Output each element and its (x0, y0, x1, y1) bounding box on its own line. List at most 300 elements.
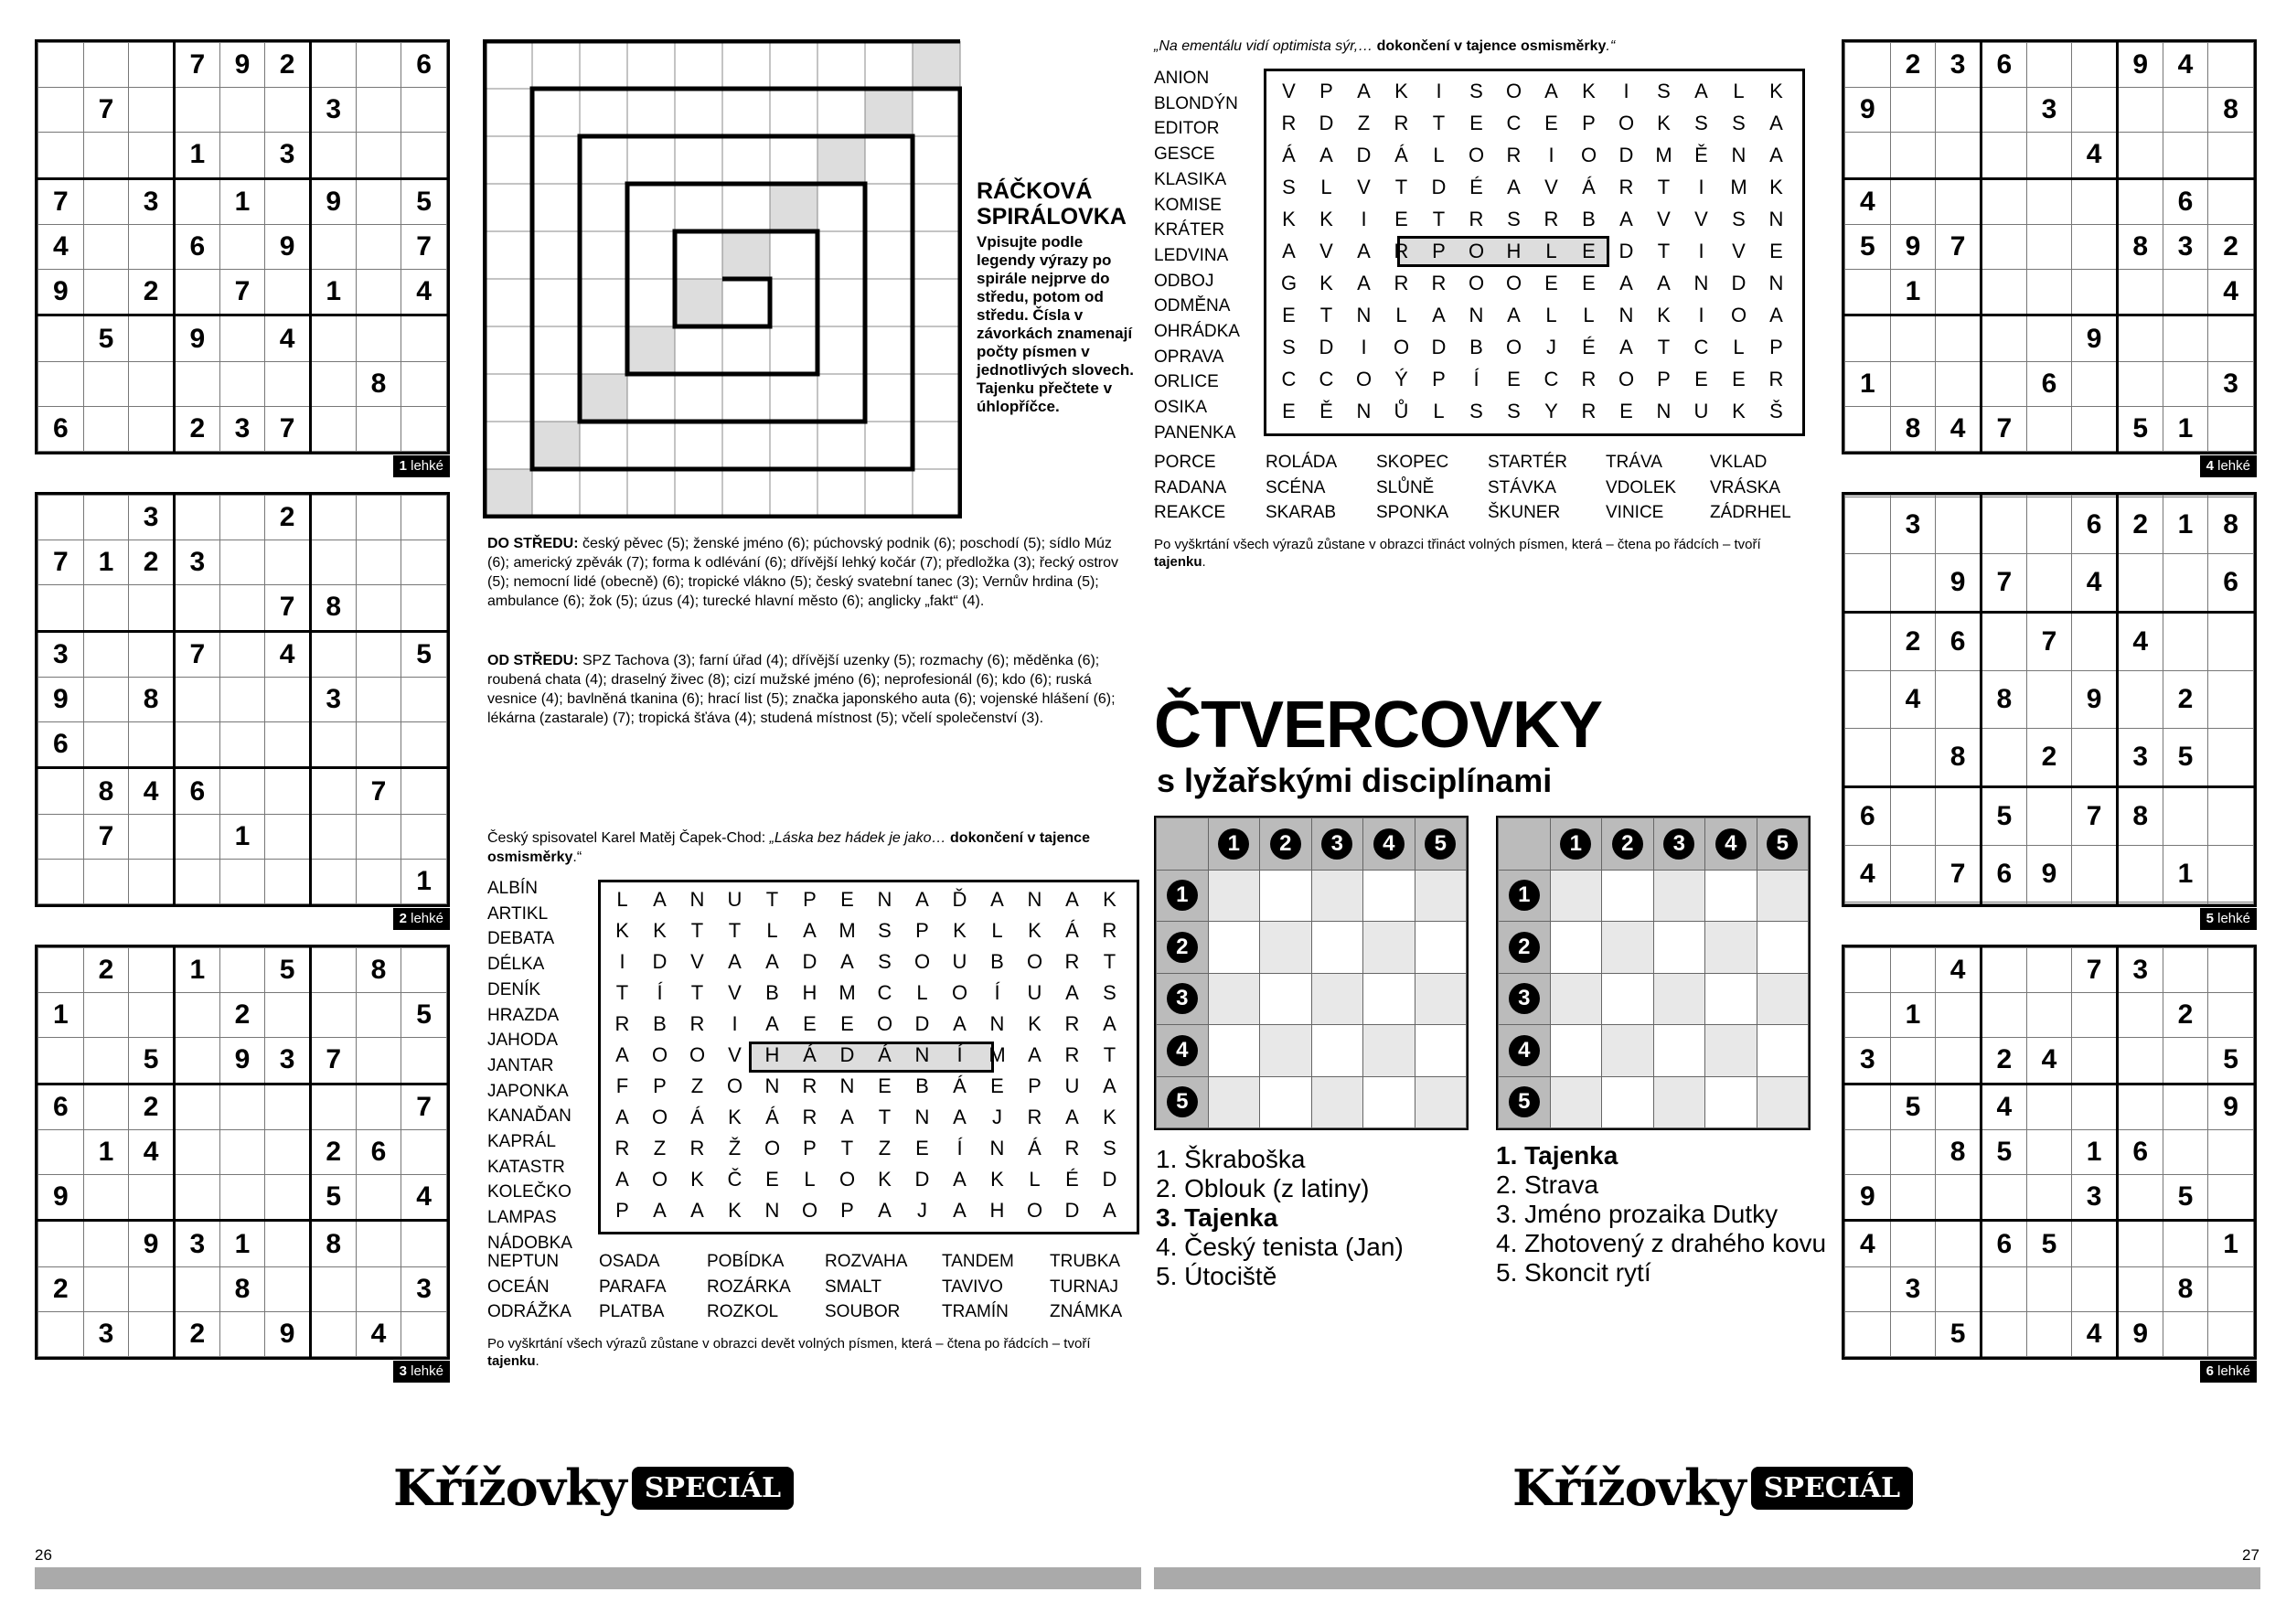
answer-cell[interactable] (1363, 922, 1415, 974)
sudoku-cell[interactable] (1845, 497, 1891, 553)
letter-cell[interactable]: E (1282, 400, 1296, 422)
sudoku-cell[interactable] (1845, 903, 1891, 904)
answer-cell[interactable] (1705, 870, 1757, 922)
answer-cell[interactable] (1363, 1076, 1415, 1128)
sudoku-cell[interactable] (265, 540, 311, 585)
answer-cell[interactable] (1260, 1076, 1312, 1128)
answer-cell[interactable] (1260, 973, 1312, 1025)
sudoku-cell[interactable] (1845, 948, 1891, 993)
sudoku-cell[interactable] (310, 496, 356, 540)
sudoku-cell[interactable] (2117, 1174, 2163, 1220)
letter-cell[interactable]: S (878, 950, 892, 973)
letter-cell[interactable]: I (1361, 336, 1367, 358)
sudoku-cell[interactable] (265, 178, 311, 224)
letter-cell[interactable]: T (690, 919, 704, 942)
sudoku-cell[interactable] (356, 43, 401, 88)
letter-cell[interactable]: A (953, 1168, 967, 1191)
sudoku-cell[interactable] (129, 1266, 175, 1311)
answer-cell[interactable] (1208, 1025, 1260, 1077)
letter-cell[interactable]: K (690, 1168, 704, 1191)
letter-cell[interactable]: A (1065, 981, 1079, 1004)
sudoku-cell[interactable] (219, 677, 265, 721)
sudoku-cell[interactable] (2163, 133, 2208, 178)
sudoku-cell[interactable] (129, 948, 175, 993)
letter-cell[interactable]: T (1319, 304, 1333, 326)
sudoku-cell[interactable] (38, 768, 84, 814)
sudoku-cell[interactable] (1936, 1174, 1982, 1220)
sudoku-cell[interactable] (1890, 361, 1936, 406)
sudoku-cell[interactable] (1845, 43, 1891, 88)
sudoku-cell[interactable] (2026, 178, 2072, 224)
sudoku-cell[interactable] (1845, 315, 1891, 361)
letter-cell[interactable]: D (1319, 336, 1334, 358)
answer-cell[interactable] (1757, 1076, 1809, 1128)
sudoku-cell[interactable] (219, 1129, 265, 1174)
letter-cell[interactable]: O (689, 1043, 706, 1066)
letter-cell[interactable]: B (915, 1074, 929, 1097)
sudoku-cell[interactable] (401, 585, 447, 631)
sudoku-cell[interactable] (1981, 1266, 2026, 1311)
sudoku-cell[interactable] (401, 540, 447, 585)
sudoku-cell[interactable] (174, 814, 219, 859)
letter-cell[interactable]: A (1103, 1012, 1116, 1035)
letter-cell[interactable]: O (1393, 336, 1410, 358)
answer-cell[interactable] (1311, 1025, 1363, 1077)
letter-cell[interactable]: T (1103, 1043, 1116, 1066)
letter-cell[interactable]: A (1544, 80, 1558, 102)
letter-cell[interactable]: L (616, 888, 628, 911)
sudoku-cell[interactable] (129, 43, 175, 88)
sudoku-cell[interactable] (1890, 1038, 1936, 1084)
sudoku-cell[interactable] (2072, 993, 2118, 1038)
sudoku-cell[interactable] (174, 88, 219, 133)
sudoku-cell[interactable] (2072, 1038, 2118, 1084)
letter-cell[interactable]: N (914, 1106, 930, 1128)
sudoku-cell[interactable] (310, 1084, 356, 1129)
answer-cell[interactable] (1602, 922, 1654, 974)
sudoku-cell[interactable] (83, 1221, 129, 1266)
sudoku-4[interactable] (1842, 39, 2257, 474)
answer-cell[interactable] (1363, 973, 1415, 1025)
letter-cell[interactable]: O (913, 950, 931, 973)
letter-cell[interactable]: Í (657, 981, 663, 1004)
letter-cell[interactable]: N (764, 1074, 780, 1097)
sudoku-cell[interactable] (356, 88, 401, 133)
letter-cell[interactable]: K (1732, 400, 1746, 422)
sudoku-cell[interactable] (1845, 1129, 1891, 1174)
sudoku-cell[interactable] (356, 859, 401, 903)
sudoku-cell[interactable] (2208, 845, 2254, 902)
sudoku-cell[interactable] (310, 993, 356, 1038)
sudoku-cell[interactable] (1845, 1084, 1891, 1129)
letter-cell[interactable]: R (1469, 208, 1484, 230)
letter-cell[interactable]: N (877, 888, 892, 911)
letter-cell[interactable]: Č (727, 1168, 742, 1191)
letter-cell[interactable]: C (1544, 368, 1559, 390)
sudoku-cell[interactable] (2026, 1084, 2072, 1129)
sudoku-cell[interactable] (2163, 269, 2208, 315)
sudoku-cell[interactable] (174, 1266, 219, 1311)
sudoku-cell[interactable] (356, 993, 401, 1038)
sudoku-cell[interactable] (38, 585, 84, 631)
sudoku-cell[interactable] (83, 677, 129, 721)
sudoku-cell[interactable] (1936, 1221, 1982, 1266)
letter-cell[interactable]: A (1432, 304, 1446, 326)
letter-cell[interactable]: O (1026, 950, 1043, 973)
letter-cell[interactable]: R (1064, 1012, 1080, 1035)
answer-cell[interactable] (1653, 973, 1705, 1025)
letter-cell[interactable]: Ě (1694, 144, 1708, 166)
sudoku-cell[interactable] (2208, 1266, 2254, 1311)
letter-cell[interactable]: O (1468, 272, 1485, 294)
letter-cell[interactable]: Z (878, 1137, 892, 1159)
letter-cell[interactable]: I (1436, 80, 1442, 102)
letter-cell[interactable]: A (1357, 240, 1371, 262)
answer-cell[interactable] (1653, 1076, 1705, 1128)
sudoku-cell[interactable] (219, 948, 265, 993)
sudoku-cell[interactable] (1936, 269, 1982, 315)
letter-cell[interactable]: A (953, 1012, 967, 1035)
letter-cell[interactable]: I (619, 950, 625, 973)
letter-cell[interactable]: P (840, 1199, 854, 1222)
sudoku-cell[interactable] (2117, 903, 2163, 904)
letter-cell[interactable]: U (952, 950, 967, 973)
letter-cell[interactable]: T (1657, 336, 1671, 358)
letter-cell[interactable]: A (803, 919, 817, 942)
letter-cell[interactable]: V (1357, 176, 1371, 198)
sudoku-cell[interactable] (2072, 88, 2118, 133)
sudoku-cell[interactable] (1981, 315, 2026, 361)
sudoku-cell[interactable] (310, 859, 356, 903)
letter-cell[interactable]: R (1064, 1137, 1080, 1159)
sudoku-cell[interactable] (2026, 406, 2072, 451)
letter-cell[interactable]: R (1768, 368, 1784, 390)
letter-cell[interactable]: K (1103, 888, 1116, 911)
letter-cell[interactable]: R (1064, 1043, 1080, 1066)
sudoku-cell[interactable] (310, 1266, 356, 1311)
sudoku-cell[interactable] (2117, 88, 2163, 133)
sudoku-cell[interactable] (83, 1084, 129, 1129)
letter-cell[interactable]: A (615, 1106, 629, 1128)
sudoku-cell[interactable] (1936, 1084, 1982, 1129)
sudoku-cell[interactable] (219, 496, 265, 540)
letter-cell[interactable]: J (992, 1106, 1002, 1128)
sudoku-cell[interactable] (1890, 903, 1936, 904)
letter-cell[interactable]: Í (956, 1043, 963, 1066)
sudoku-cell[interactable] (265, 1084, 311, 1129)
letter-cell[interactable]: Í (956, 1137, 963, 1159)
letter-cell[interactable]: O (764, 1137, 781, 1159)
sudoku-6[interactable] (1842, 945, 2257, 1379)
sudoku-cell[interactable] (2163, 1038, 2208, 1084)
letter-cell[interactable]: L (1320, 176, 1332, 198)
sudoku-cell[interactable] (310, 133, 356, 178)
answer-cell[interactable] (1311, 870, 1363, 922)
letter-cell[interactable]: R (1431, 272, 1447, 294)
sudoku-cell[interactable] (83, 133, 129, 178)
letter-cell[interactable]: I (1698, 176, 1704, 198)
sudoku-cell[interactable] (174, 859, 219, 903)
sudoku-cell[interactable] (219, 315, 265, 361)
answer-cell[interactable] (1602, 1025, 1654, 1077)
letter-cell[interactable]: S (1469, 80, 1483, 102)
sudoku-cell[interactable] (356, 721, 401, 767)
letter-cell[interactable]: O (1730, 304, 1747, 326)
sudoku-cell[interactable] (265, 859, 311, 903)
letter-cell[interactable]: K (1319, 208, 1333, 230)
letter-cell[interactable]: R (1394, 272, 1409, 294)
letter-cell[interactable]: E (840, 888, 854, 911)
letter-cell[interactable]: B (765, 981, 779, 1004)
letter-cell[interactable]: V (1544, 176, 1558, 198)
sudoku-cell[interactable] (401, 1221, 447, 1266)
letter-cell[interactable]: A (765, 1012, 779, 1035)
letter-cell[interactable]: D (1431, 336, 1447, 358)
letter-cell[interactable]: T (878, 1106, 892, 1128)
answer-cell[interactable] (1705, 1076, 1757, 1128)
letter-cell[interactable]: L (766, 919, 778, 942)
letter-cell[interactable]: M (839, 981, 856, 1004)
sudoku-cell[interactable] (2026, 671, 2072, 728)
answer-cell[interactable] (1311, 973, 1363, 1025)
sudoku-cell[interactable] (83, 993, 129, 1038)
answer-cell[interactable] (1653, 922, 1705, 974)
letter-cell[interactable]: T (690, 981, 704, 1004)
sudoku-cell[interactable] (2208, 178, 2254, 224)
letter-cell[interactable]: K (615, 919, 629, 942)
letter-cell[interactable]: S (1103, 1137, 1116, 1159)
answer-cell[interactable] (1260, 1025, 1312, 1077)
sudoku-cell[interactable] (1981, 133, 2026, 178)
sudoku-cell[interactable] (2026, 43, 2072, 88)
sudoku-cell[interactable] (2163, 903, 2208, 904)
sudoku-cell[interactable] (219, 133, 265, 178)
letter-cell[interactable]: A (990, 888, 1004, 911)
sudoku-cell[interactable] (2072, 224, 2118, 269)
letter-cell[interactable]: B (1582, 208, 1596, 230)
letter-cell[interactable]: N (989, 1137, 1005, 1159)
sudoku-cell[interactable] (310, 43, 356, 88)
sudoku-cell[interactable] (2208, 786, 2254, 845)
sudoku-cell[interactable] (401, 133, 447, 178)
letter-cell[interactable]: A (1507, 304, 1521, 326)
sudoku-cell[interactable] (129, 133, 175, 178)
letter-cell[interactable]: A (653, 888, 667, 911)
sudoku-cell[interactable] (2208, 728, 2254, 786)
letter-cell[interactable]: A (1028, 1043, 1042, 1066)
sudoku-cell[interactable] (1981, 88, 2026, 133)
letter-cell[interactable]: O (1026, 1199, 1043, 1222)
answer-cell[interactable] (1363, 870, 1415, 922)
sudoku-cell[interactable] (1890, 1221, 1936, 1266)
sudoku-cell[interactable] (1936, 1266, 1982, 1311)
letter-cell[interactable]: K (1394, 80, 1408, 102)
letter-cell[interactable]: K (1028, 919, 1042, 942)
sudoku-cell[interactable] (2026, 948, 2072, 993)
sudoku-cell[interactable] (2117, 361, 2163, 406)
sudoku-cell[interactable] (356, 677, 401, 721)
sudoku-cell[interactable] (1890, 554, 1936, 613)
sudoku-cell[interactable] (356, 814, 401, 859)
letter-cell[interactable]: A (1694, 80, 1708, 102)
letter-cell[interactable]: B (653, 1012, 667, 1035)
letter-cell[interactable]: N (989, 1012, 1005, 1035)
letter-cell[interactable]: A (1357, 80, 1371, 102)
sudoku-cell[interactable] (38, 88, 84, 133)
letter-cell[interactable]: K (1028, 1012, 1042, 1035)
letter-cell[interactable]: Ů (1394, 400, 1409, 422)
sudoku-cell[interactable] (83, 859, 129, 903)
sudoku-cell[interactable] (2072, 903, 2118, 904)
sudoku-cell[interactable] (129, 361, 175, 406)
letter-cell[interactable]: O (801, 1199, 818, 1222)
letter-cell[interactable]: T (1657, 240, 1671, 262)
letter-cell[interactable]: Y (1544, 400, 1558, 422)
letter-cell[interactable]: Z (690, 1074, 704, 1097)
letter-cell[interactable]: Z (653, 1137, 667, 1159)
sudoku-cell[interactable] (129, 585, 175, 631)
answer-cell[interactable] (1311, 922, 1363, 974)
sudoku-2[interactable] (35, 492, 450, 926)
sudoku-cell[interactable] (1981, 1174, 2026, 1220)
sudoku-cell[interactable] (1890, 133, 1936, 178)
sudoku-cell[interactable] (83, 1174, 129, 1220)
letter-cell[interactable]: P (615, 1199, 629, 1222)
letter-cell[interactable]: A (1769, 144, 1783, 166)
sudoku-cell[interactable] (2026, 224, 2072, 269)
letter-cell[interactable]: Á (1282, 144, 1296, 166)
sudoku-cell[interactable] (1890, 845, 1936, 902)
letter-cell[interactable]: M (839, 919, 856, 942)
sudoku-cell[interactable] (219, 361, 265, 406)
answer-cell[interactable] (1550, 1076, 1602, 1128)
sudoku-cell[interactable] (2163, 1311, 2208, 1356)
sudoku-cell[interactable] (356, 540, 401, 585)
letter-cell[interactable]: M (1655, 144, 1672, 166)
letter-cell[interactable]: E (1544, 272, 1558, 294)
letter-cell[interactable]: U (1027, 981, 1042, 1004)
sudoku-cell[interactable] (174, 993, 219, 1038)
sudoku-cell[interactable] (356, 269, 401, 315)
sudoku-cell[interactable] (356, 406, 401, 451)
sudoku-cell[interactable] (174, 361, 219, 406)
answer-cell[interactable] (1550, 973, 1602, 1025)
letter-cell[interactable]: M (988, 1043, 1006, 1066)
sudoku-cell[interactable] (310, 361, 356, 406)
sudoku-cell[interactable] (2026, 133, 2072, 178)
sudoku-cell[interactable] (356, 178, 401, 224)
answer-cell[interactable] (1415, 973, 1467, 1025)
letter-cell[interactable]: T (1432, 112, 1446, 134)
sudoku-cell[interactable] (265, 814, 311, 859)
answer-cell[interactable] (1208, 1076, 1260, 1128)
letter-cell[interactable]: D (914, 1168, 930, 1191)
sudoku-cell[interactable] (265, 1129, 311, 1174)
letter-cell[interactable]: B (1469, 336, 1483, 358)
letter-cell[interactable]: O (651, 1168, 668, 1191)
sudoku-cell[interactable] (83, 406, 129, 451)
sudoku-cell[interactable] (1890, 1129, 1936, 1174)
letter-cell[interactable]: U (1064, 1074, 1080, 1097)
letter-cell[interactable]: N (1731, 144, 1747, 166)
letter-cell[interactable]: A (1769, 112, 1783, 134)
letter-cell[interactable]: S (1732, 208, 1746, 230)
letter-cell[interactable]: O (1468, 144, 1485, 166)
sudoku-cell[interactable] (2163, 315, 2208, 361)
letter-cell[interactable]: K (1103, 1106, 1116, 1128)
sudoku-cell[interactable] (1981, 993, 2026, 1038)
letter-cell[interactable]: I (1361, 208, 1367, 230)
letter-cell[interactable]: O (651, 1043, 668, 1066)
sudoku-cell[interactable] (2163, 361, 2208, 406)
sudoku-cell[interactable] (174, 1174, 219, 1220)
letter-cell[interactable]: N (1618, 304, 1634, 326)
sudoku-cell[interactable] (356, 1084, 401, 1129)
sudoku-cell[interactable] (1845, 269, 1891, 315)
letter-cell[interactable]: C (1281, 368, 1297, 390)
letter-cell[interactable]: L (1029, 1168, 1041, 1191)
letter-cell[interactable]: A (915, 888, 929, 911)
letter-cell[interactable]: S (1469, 400, 1483, 422)
letter-cell[interactable]: A (1065, 1106, 1079, 1128)
letter-cell[interactable]: E (1694, 368, 1708, 390)
letter-cell[interactable]: D (1431, 176, 1447, 198)
letter-cell[interactable]: D (802, 950, 817, 973)
letter-cell[interactable]: B (990, 950, 1004, 973)
answer-cell[interactable] (1550, 922, 1602, 974)
answer-cell[interactable] (1311, 1076, 1363, 1128)
letter-cell[interactable]: K (1319, 272, 1333, 294)
letter-cell[interactable]: O (951, 981, 968, 1004)
sudoku-cell[interactable] (1890, 315, 1936, 361)
letter-cell[interactable]: P (653, 1074, 667, 1097)
letter-cell[interactable]: A (1619, 272, 1633, 294)
letter-cell[interactable]: T (1103, 950, 1116, 973)
sudoku-cell[interactable] (1981, 728, 2026, 786)
sudoku-cell[interactable] (1981, 948, 2026, 993)
sudoku-cell[interactable] (356, 1174, 401, 1220)
letter-cell[interactable]: R (1027, 1106, 1042, 1128)
sudoku-cell[interactable] (2117, 845, 2163, 902)
sudoku-cell[interactable] (1936, 315, 1982, 361)
letter-cell[interactable]: R (1618, 176, 1634, 198)
sudoku-cell[interactable] (1981, 903, 2026, 904)
sudoku-cell[interactable] (1890, 728, 1936, 786)
answer-cell[interactable] (1705, 973, 1757, 1025)
letter-cell[interactable]: P (1432, 368, 1446, 390)
sudoku-cell[interactable] (1981, 361, 2026, 406)
sudoku-cell[interactable] (1890, 1174, 1936, 1220)
letter-cell[interactable]: P (1319, 80, 1333, 102)
answer-cell[interactable] (1363, 1025, 1415, 1077)
sudoku-1[interactable] (35, 39, 450, 474)
letter-cell[interactable]: K (990, 1168, 1004, 1191)
letter-cell[interactable]: V (690, 950, 704, 973)
sudoku-cell[interactable] (1845, 406, 1891, 451)
sudoku-cell[interactable] (265, 269, 311, 315)
sudoku-cell[interactable] (1890, 948, 1936, 993)
sudoku-cell[interactable] (2117, 1084, 2163, 1129)
letter-cell[interactable]: T (615, 981, 629, 1004)
sudoku-cell[interactable] (219, 1174, 265, 1220)
letter-cell[interactable]: L (991, 919, 1003, 942)
letter-cell[interactable]: N (1768, 208, 1784, 230)
sudoku-cell[interactable] (174, 1084, 219, 1129)
letter-cell[interactable]: E (1282, 304, 1296, 326)
letter-cell[interactable]: L (1733, 80, 1745, 102)
sudoku-cell[interactable] (38, 43, 84, 88)
sudoku-cell[interactable] (83, 269, 129, 315)
